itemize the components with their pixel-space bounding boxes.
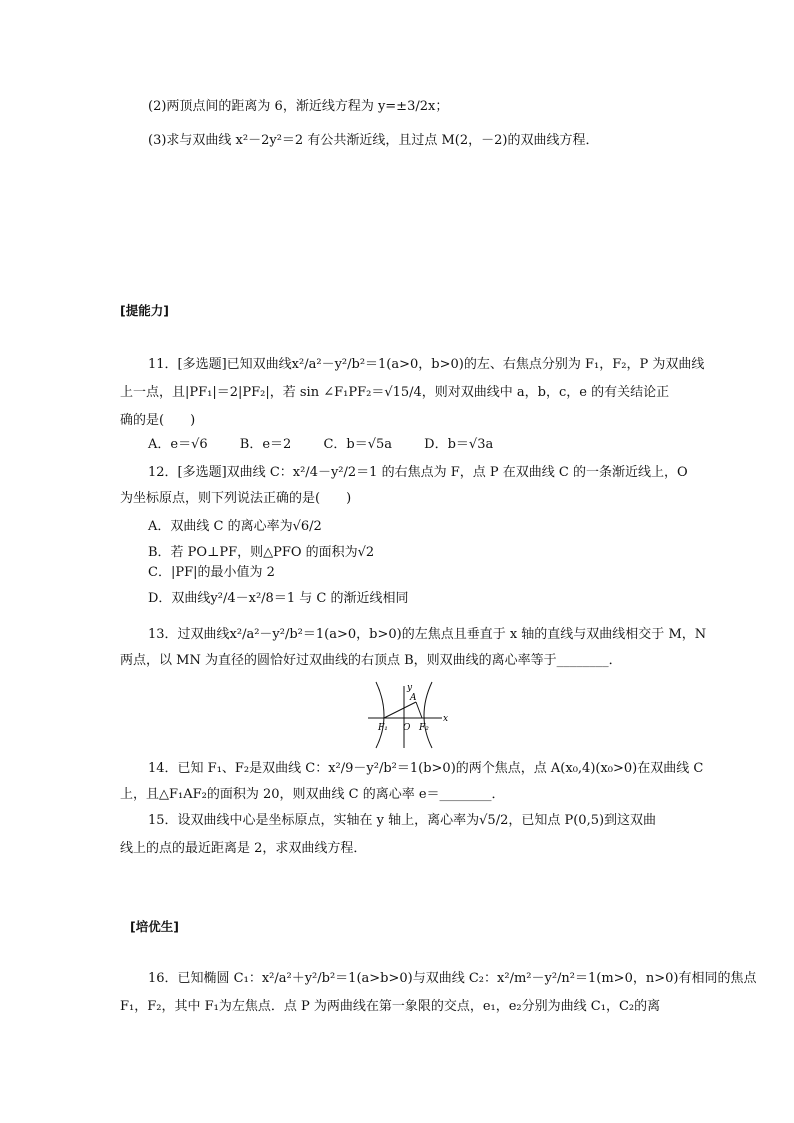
segment-f1-a [384, 702, 416, 718]
point-a-label: A [410, 693, 417, 703]
point-f1-label: F₁ [378, 723, 388, 733]
y-axis-label: y [407, 683, 413, 693]
question-14-line-2: 上，且△F₁AF₂的面积为 20，则双曲线 C 的离心率 e＝________． [120, 787, 505, 802]
option-b: B．e＝2 [239, 437, 292, 452]
question-12-line-1: 12．[多选题]双曲线 C：x²/4－y²/2＝1 的右焦点为 F，点 P 在双曲线 C 的一条渐近线上，O [148, 465, 688, 480]
question-11-line-1: 11．[多选题]已知双曲线x²/a²－y²/b²＝1(a>0，b>0)的左、右焦点分别为 F₁，F₂，P 为双曲线 [148, 357, 705, 372]
question-15-line-1: 15．设双曲线中心是坐标原点，实轴在 y 轴上，离心率为√5/2，已知点 P(0,5)到这双曲 [148, 813, 657, 828]
question-14-line-1: 14．已知 F₁、F₂是双曲线 C：x²/9－y²/b²＝1(b>0)的两个焦点，点 A(x₀,4)(x₀>0)在双曲线 C [148, 761, 704, 776]
question-11-line-3: 确的是( ) [120, 413, 196, 428]
question-12-option-c: C．|PF|的最小值为 2 [148, 565, 275, 580]
right-branch [424, 682, 432, 748]
question-12-option-a: A．双曲线 C 的离心率为√6/2 [148, 519, 322, 534]
question-10-part-3: (3)求与双曲线 x²－2y²＝2 有公共渐近线，且过点 M(2，－2)的双曲线方程． [148, 133, 599, 148]
option-c: C．b＝√5a [323, 437, 393, 452]
question-16-line-1: 16．已知椭圆 C₁：x²/a²＋y²/b²＝1(a>b>0)与双曲线 C₂：x²/m²－y²/n²＝1(m>0，n>0)有相同的焦点 [148, 971, 757, 986]
option-a: A．e＝√6 [148, 437, 208, 452]
question-11-line-2: 上一点，且|PF₁|＝2|PF₂|，若 sin ∠F₁PF₂＝√15/4，则对双曲线中 a，b，c，e 的有关结论正 [120, 385, 670, 400]
section-heading-excellent: [培优生] [130, 919, 179, 934]
question-16-line-2: F₁，F₂，其中 F₁为左焦点．点 P 为两曲线在第一象限的交点，e₁，e₂分别为曲线 C₁，C₂的离 [120, 999, 661, 1014]
question-15-line-2: 线上的点的最近距离是 2，求双曲线方程． [120, 841, 367, 856]
left-branch [376, 682, 384, 748]
question-13-line-1: 13．过双曲线x²/a²－y²/b²＝1(a>0，b>0)的左焦点且垂直于 x 轴的直线与双曲线相交于 M，N [148, 627, 707, 642]
origin-label: O [403, 723, 411, 733]
question-12-option-d: D．双曲线y²/4－x²/8＝1 与 C 的渐近线相同 [148, 591, 409, 606]
option-d: D．b＝√3a [424, 437, 494, 452]
question-12-line-2: 为坐标原点，则下列说法正确的是( ) [120, 491, 352, 506]
segment-a-f2 [416, 702, 422, 718]
hyperbola-figure [366, 680, 450, 750]
section-heading-improve: [提能力] [120, 303, 169, 318]
x-axis-label: x [443, 714, 449, 724]
question-10-part-2: (2)两顶点间的距离为 6，渐近线方程为 y=±3/2x； [148, 99, 449, 114]
question-12-option-b: B．若 PO⊥PF，则△PFO 的面积为√2 [148, 545, 375, 560]
question-11-options [148, 436, 521, 454]
question-13-line-2: 两点，以 MN 为直径的圆恰好过双曲线的右顶点 B，则双曲线的离心率等于________． [120, 653, 622, 668]
point-f2-label: F₂ [419, 723, 429, 733]
